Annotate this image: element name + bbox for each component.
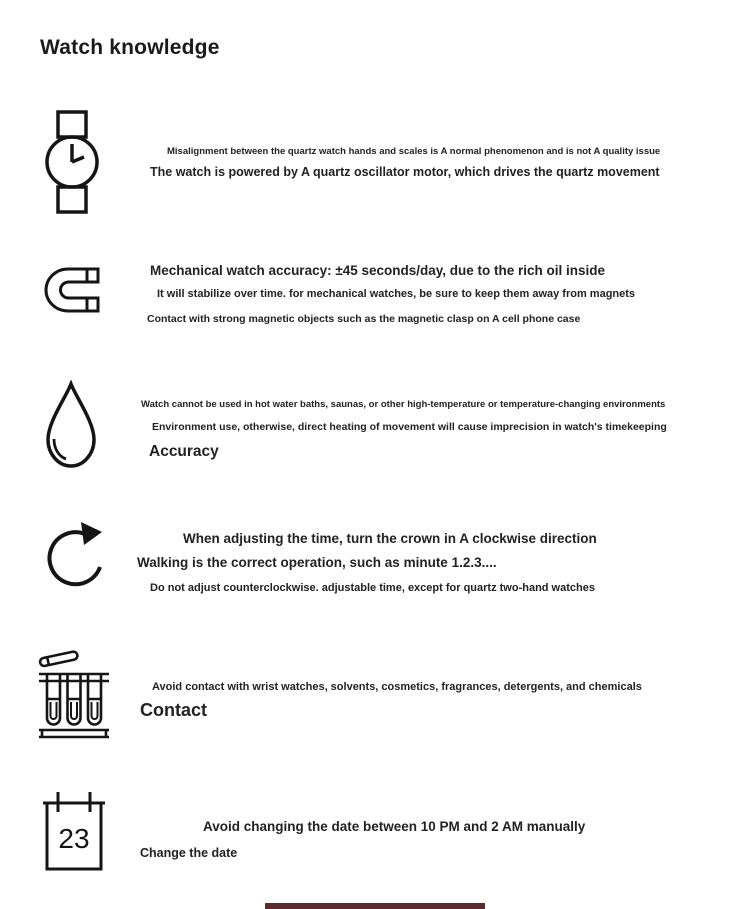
note-line: Do not adjust counterclockwise. adjustable time, except for quartz two-hand watches	[150, 582, 595, 594]
page-title: Watch knowledge	[40, 36, 220, 59]
info-line: Avoid contact with wrist watches, solvents, cosmetics, fragrances, detergents, and chemicals	[152, 681, 642, 693]
test-tubes-icon	[36, 642, 112, 744]
headline-line: Mechanical watch accuracy: ±45 seconds/day, due to the rich oil inside	[150, 263, 606, 278]
info-line: Environment use, otherwise, direct heating of movement will cause imprecision in watch's timekeeping	[152, 421, 667, 433]
change-date-heading: Change the date	[140, 846, 238, 860]
calendar-day: 23	[58, 823, 90, 854]
note-line: Contact with strong magnetic objects such as the magnetic clasp on A cell phone case	[147, 313, 581, 325]
clockwise-arrow-icon	[40, 521, 108, 591]
info-line: The watch is powered by A quartz oscillator motor, which drives the quartz movement	[150, 165, 660, 179]
water-drop-icon	[42, 380, 100, 472]
info-line: It will stabilize over time. for mechanical watches, be sure to keep them away from magnets	[157, 288, 636, 300]
calendar-icon	[42, 786, 106, 876]
next-image-peek	[265, 903, 485, 909]
accuracy-heading: Accuracy	[149, 443, 219, 460]
contact-heading: Contact	[140, 700, 207, 720]
wristwatch-icon	[42, 110, 102, 215]
note-line: Watch cannot be used in hot water baths, saunas, or other high-temperature or temperature-changing environments	[141, 399, 666, 410]
headline-line: Walking is the correct operation, such as minute 1.2.3....	[137, 555, 497, 570]
magnet-icon	[40, 262, 102, 320]
headline-line: When adjusting the time, turn the crown in A clockwise direction	[183, 531, 597, 546]
note-line: Misalignment between the quartz watch hands and scales is A normal phenomenon and is not A quality issue	[167, 146, 661, 157]
headline-line: Avoid changing the date between 10 PM and 2 AM manually	[203, 819, 586, 834]
